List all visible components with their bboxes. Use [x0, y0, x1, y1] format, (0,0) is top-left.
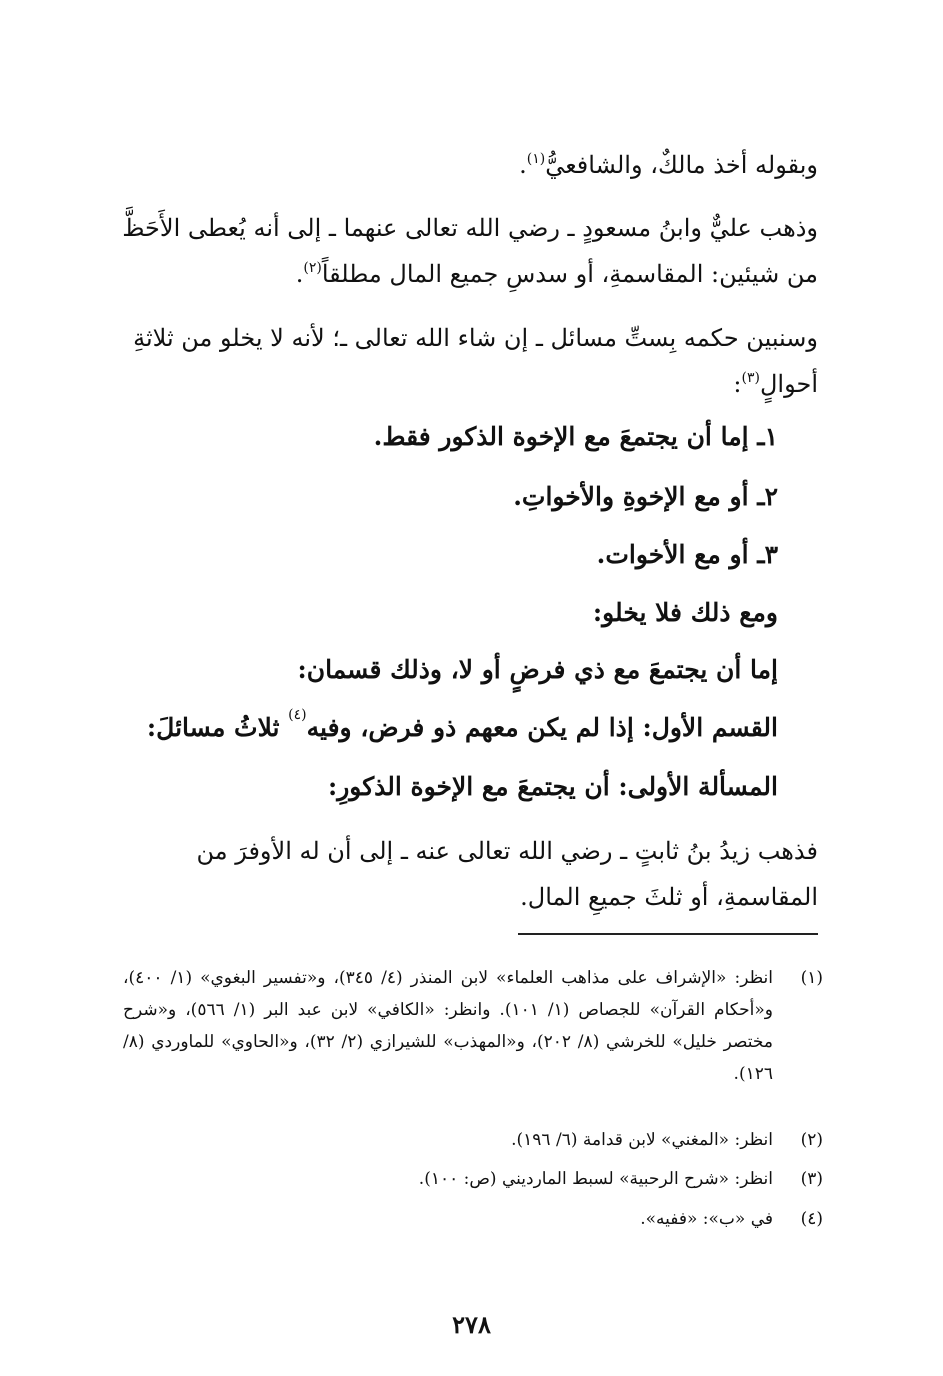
footnote-2-text: انظر: «المغني» لابن قدامة (٦/ ١٩٦). [511, 1130, 773, 1150]
page-number: ٢٧٨ [452, 1310, 491, 1339]
case-6-text: القسم الأول: إذا لم يكن معهم ذو فرض، وفيه [306, 713, 778, 742]
paragraph-2 [113, 205, 818, 297]
footnote-ref-3: (٣) [741, 370, 760, 386]
paragraph-3-line-2-text: أحوالٍ [759, 370, 818, 398]
footnote-ref-1: (١) [526, 151, 546, 167]
case-1: ١ـ إما أن يجتمعَ مع الإخوة الذكور فقط. [373, 422, 778, 451]
closing-paragraph [113, 828, 818, 920]
paragraph-2-line-2-text: من شيئين: المقاسمةِ، أو سدسِ جميع المال مطلقاً [321, 260, 818, 288]
paragraph-1-text: وبقوله أخذ مالكٌ، والشافعيُّ [545, 151, 818, 179]
footnote-4-number: (٤) [800, 1209, 823, 1229]
case-5: إما أن يجتمعَ مع ذي فرضٍ أو لا، وذلك قسمان: [297, 655, 778, 684]
case-2: ٢ـ أو مع الإخوةِ والأخواتِ. [513, 482, 778, 511]
footnote-2-number: (٢) [800, 1130, 823, 1150]
paragraph-1 [113, 142, 818, 188]
closing-line-2: المقاسمةِ، أو ثلثَ جميعِ المال. [520, 883, 818, 911]
paragraph-2-line-1: وذهب عليٌّ وابنُ مسعودٍ ـ رضي الله تعالى عنهما ـ إلى أنه يُعطى الأَحَظَّ [122, 214, 818, 242]
case-3: ٣ـ أو مع الأخوات. [596, 540, 778, 569]
footnote-1 [123, 962, 823, 1090]
footnote-separator [518, 933, 818, 935]
paragraph-3-line-1: وسنبين حكمه بِستِّ مسائل ـ إن شاء الله تعالى ـ؛ لأنه لا يخلو من ثلاثةِ [133, 324, 818, 352]
paragraph-2-line-2 [113, 251, 818, 297]
footnote-1-number: (١) [800, 968, 823, 988]
case-6-text-end: ثلاثُ مسائلَ: [146, 713, 280, 742]
footnote-3-number: (٣) [800, 1169, 823, 1189]
footnote-4-text: في «ب»: «ففيه». [640, 1209, 773, 1229]
paragraph-1-end: . [519, 151, 527, 179]
case-6 [146, 707, 778, 742]
paragraph-3 [113, 315, 818, 407]
case-7: المسألة الأولى: أن يجتمعَ مع الإخوة الذكورِ: [327, 772, 778, 801]
paragraph-2-end: . [295, 260, 304, 288]
footnote-4 [123, 1203, 823, 1235]
paragraph-3-line-2 [113, 361, 818, 407]
footnote-ref-2: (٢) [303, 260, 322, 276]
case-4: ومع ذلك فلا يخلو: [592, 598, 778, 627]
footnote-2 [123, 1124, 823, 1156]
footnote-3 [123, 1163, 823, 1195]
footnote-3-text: انظر: «شرح الرحبية» لسبط المارديني (ص: ١٠٠). [418, 1169, 773, 1189]
footnote-1-text: انظر: «الإشراف على مذاهب العلماء» لابن المنذر (٤/ ٣٤٥)، و«تفسير البغوي» (١/ ٤٠٠)، و«أحكام القرآن» للجصاص (١/ ١٠١). وانظر: «الكافي» لابن عبد البر (١/ ٥٦٦)، و«شرح مختصر خليل» للخرشي (٨/ ٢٠٢)، و«المهذب» للشيرازي (٢/ ٣٢)، و«الحاوي» للماوردي (٨/ ١٢٦). [123, 968, 773, 1084]
paragraph-3-end: : [733, 370, 742, 398]
closing-line-1: فذهب زيدُ بنُ ثابتٍ ـ رضي الله تعالى عنه ـ إلى أن له الأوفرَ من [196, 837, 818, 865]
footnote-ref-4: (٤) [288, 707, 307, 723]
